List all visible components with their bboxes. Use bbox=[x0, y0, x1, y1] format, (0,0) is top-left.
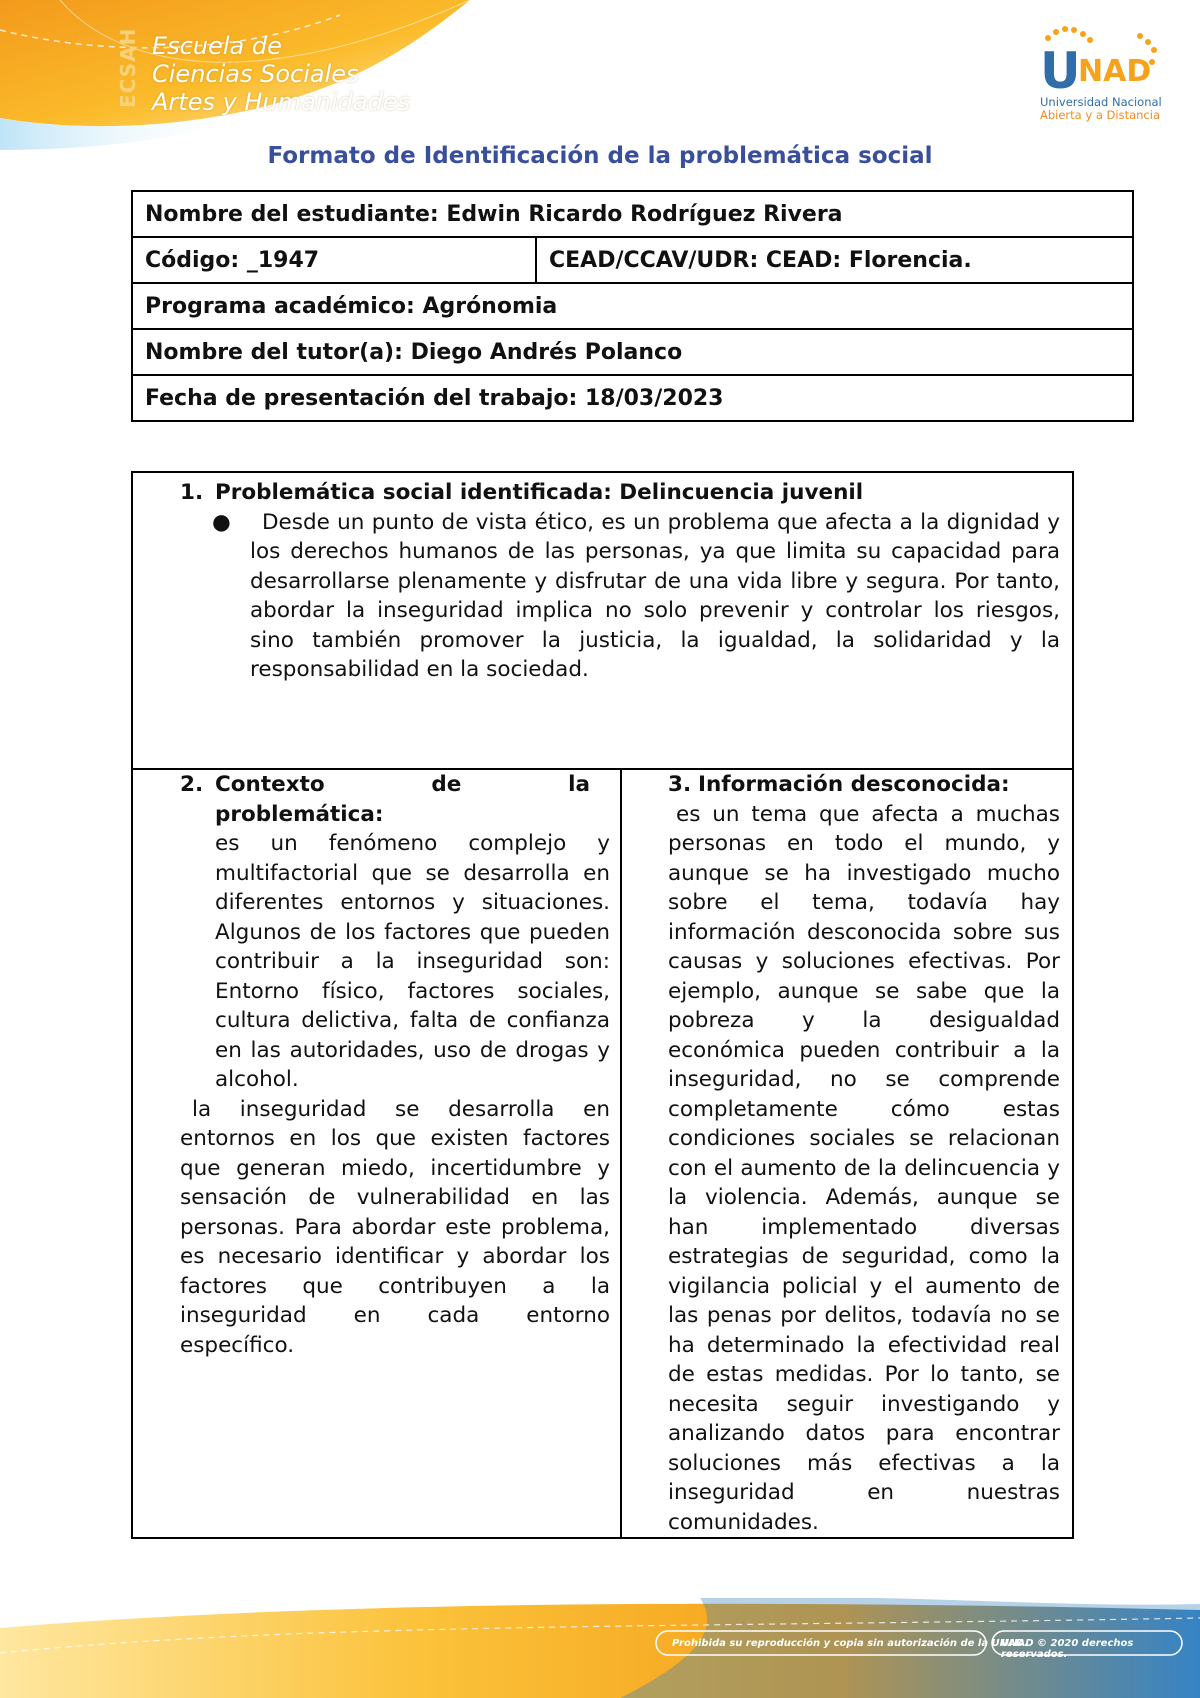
footer-copy-notice: Prohibida su reproducción y copia sin autorización de la UNAD. bbox=[672, 1638, 1028, 1649]
section2-number: 2. bbox=[180, 772, 204, 797]
section2-title-cont: problemática: bbox=[215, 801, 384, 827]
section1-bullet-text: Desde un punto de vista ético, es un problema que afecta a la dignidad y los derechos humanos de las personas, ya que limita su capacidad para desarrollarse plenamente y disfrutar de una vida libre y segura. Por tanto, abordar la inseguridad implica no solo prevenir y controlar los riesgos, sino también promover la justicia, la igualdad, la solidaridad y la responsabilidad en la sociedad. bbox=[250, 509, 1060, 682]
school-line: Escuela de bbox=[152, 32, 282, 60]
section-context bbox=[132, 769, 621, 1538]
submission-date: Fecha de presentación del trabajo: 18/03/2023 bbox=[132, 375, 1133, 421]
school-logo-text bbox=[152, 32, 410, 116]
section3-body: es un tema que afecta a muchas personas en todo el mundo, y aunque se ha investigado mucho sobre el tema, todavía hay información desconocida sobre sus causas y soluciones efectivas. Por ejemplo, aunque se sabe que la pobreza y la desigualdad económica pueden contribuir a la inseguridad, no se comprende completamente cómo estas condiciones sociales se relacionan con el aumento de la delincuencia y la violencia. Además, aunque se han implementado diversas estrategias de seguridad, como la vigilancia policial y el aumento de las penas por delitos, todavía no se ha determinado la efectividad real de estas medidas. Por lo tanto, se necesita seguir investigando y analizando datos para encontrar soluciones más efectivas a la inseguridad en nuestras comunidades. bbox=[668, 801, 1060, 1535]
student-code: Código: _1947 bbox=[132, 237, 536, 283]
student-info-table bbox=[131, 190, 1134, 422]
school-line: Ciencias Sociales bbox=[152, 60, 359, 88]
academic-program: Programa académico: Agrónomia bbox=[132, 283, 1133, 329]
tutor-name: Nombre del tutor(a): Diego Andrés Polanco bbox=[132, 329, 1133, 375]
footer-copyright: UNAD © 2020 derechos reservados. bbox=[1001, 1638, 1134, 1660]
student-name: Nombre del estudiante: Edwin Ricardo Rodríguez Rivera bbox=[132, 191, 1133, 237]
section2-para1: es un fenómeno complejo y multifactorial que se desarrolla en diferentes entornos y situaciones. Algunos de los factores que pueden contribuir a la inseguridad son: Entorno físico, factores sociales, cultura delictiva, falta de confianza en las autoridades, uso de drogas y alcohol. bbox=[215, 831, 610, 1092]
unad-letter-u: U bbox=[1040, 42, 1081, 92]
cead-location: CEAD/CCAV/UDR: CEAD: Florencia. bbox=[536, 237, 1133, 283]
section3-title: Información desconocida: bbox=[697, 772, 1010, 797]
problem-table bbox=[131, 471, 1074, 1539]
section2-para2: la inseguridad se desarrolla en entornos en los que existen factores que generan miedo, incertidumbre y sensación de vulnerabilidad en las personas. Para abordar este problema, es necesario identificar y abordar los factores que contribuyen a la inseguridad en cada entorno específico. bbox=[180, 1096, 610, 1358]
section-problem bbox=[132, 472, 1073, 769]
university-logo bbox=[1040, 26, 1170, 126]
section3-number: 3. bbox=[668, 772, 692, 797]
bullet-dot-icon: ● bbox=[212, 509, 231, 535]
unad-letters-nad: NAD bbox=[1078, 54, 1152, 89]
section1-heading bbox=[180, 478, 1060, 508]
section1-title: Problemática social identificada: Delincuencia juvenil bbox=[215, 480, 864, 505]
unad-logo-mark bbox=[1040, 26, 1170, 92]
school-vertical-label: ECSAH bbox=[116, 27, 140, 108]
university-tagline: Abierta y a Distancia bbox=[1040, 108, 1160, 122]
section2-title: Contexto de la bbox=[215, 772, 590, 797]
section2-block bbox=[180, 770, 610, 1095]
university-name: Universidad Nacional bbox=[1040, 95, 1162, 109]
section3-heading bbox=[668, 770, 1060, 800]
school-line: Artes y Humanidades bbox=[152, 88, 411, 116]
section-unknown-info bbox=[621, 769, 1073, 1538]
section1-bullet-item bbox=[180, 508, 1060, 685]
document-title: Formato de Identificación de la problemática social bbox=[267, 143, 933, 169]
section1-number: 1. bbox=[180, 480, 204, 505]
